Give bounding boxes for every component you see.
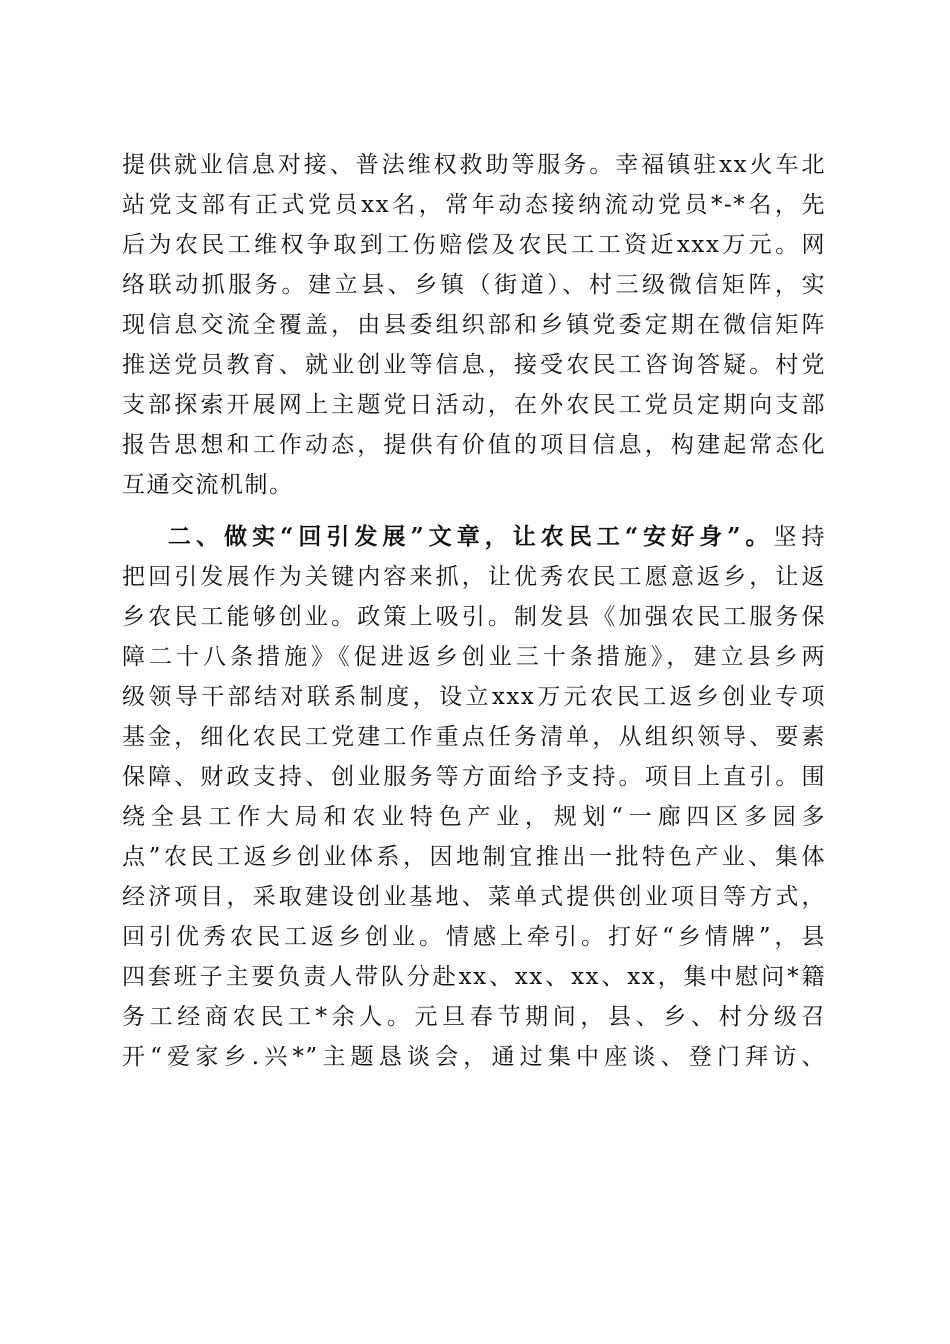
text-line: 点”农民工返乡创业体系，因地制宜推出一批特色产业、集体 [122, 844, 826, 870]
text-line: 络联动抓服务。建立县、乡镇（街道）、村三级微信矩阵，实 [122, 272, 826, 298]
text-line: 基金，细化农民工党建工作重点任务清单，从组织领导、要素 [122, 724, 826, 750]
text-line: 保障、财政支持、创业服务等方面给予支持。项目上直引。围 [122, 764, 826, 790]
text-line: 把回引发展作为关键内容来抓，让优秀农民工愿意返乡，让返 [122, 564, 826, 590]
text-line: 回引优秀农民工返乡创业。情感上牵引。打好“乡情牌”，县 [122, 924, 826, 950]
text-line: 现信息交流全覆盖，由县委组织部和乡镇党委定期在微信矩阵 [122, 312, 826, 338]
text-line: 务工经商农民工*余人。元旦春节期间，县、乡、村分级召 [122, 1004, 826, 1030]
text-line: 站党支部有正式党员xx名，常年动态接纳流动党员*-*名，先 [122, 192, 826, 218]
text-line: 报告思想和工作动态，提供有价值的项目信息，构建起常态化 [122, 432, 826, 458]
heading-line [122, 517, 826, 557]
document-page [122, 145, 826, 1077]
section-heading: 二、做实“回引发展”文章，让农民工“安好身”。 [168, 523, 774, 550]
text-line: 支部探索开展网上主题党日活动，在外农民工党员定期向支部 [122, 392, 826, 418]
text-line: 乡农民工能够创业。政策上吸引。制发县《加强农民工服务保 [122, 604, 826, 630]
text-line: 四套班子主要负责人带队分赴xx、xx、xx、xx，集中慰问*籍 [122, 964, 826, 990]
text-line: 后为农民工维权争取到工伤赔偿及农民工工资近xxx万元。网 [122, 232, 826, 258]
text-line: 提供就业信息对接、普法维权救助等服务。幸福镇驻xx火车北 [122, 152, 826, 178]
text-line: 互通交流机制。 [122, 472, 294, 498]
text-line: 障二十八条措施》《促进返乡创业三十条措施》，建立县乡两 [122, 644, 826, 670]
text-line: 开“爱家乡.兴*”主题恳谈会，通过集中座谈、登门拜访、 [122, 1044, 826, 1070]
text-line: 绕全县工作大局和农业特色产业，规划“一廊四区多园多 [122, 804, 826, 830]
text-line: 级领导干部结对联系制度，设立xxx万元农民工返乡创业专项 [122, 684, 826, 710]
paragraph-service [122, 145, 826, 505]
paragraph-return-development [122, 517, 826, 1077]
heading-line-rest: 坚持 [773, 524, 827, 550]
text-line: 经济项目，采取建设创业基地、菜单式提供创业项目等方式， [122, 884, 826, 910]
text-line: 推送党员教育、就业创业等信息，接受农民工咨询答疑。村党 [122, 352, 826, 378]
paragraph-gap [122, 505, 826, 517]
